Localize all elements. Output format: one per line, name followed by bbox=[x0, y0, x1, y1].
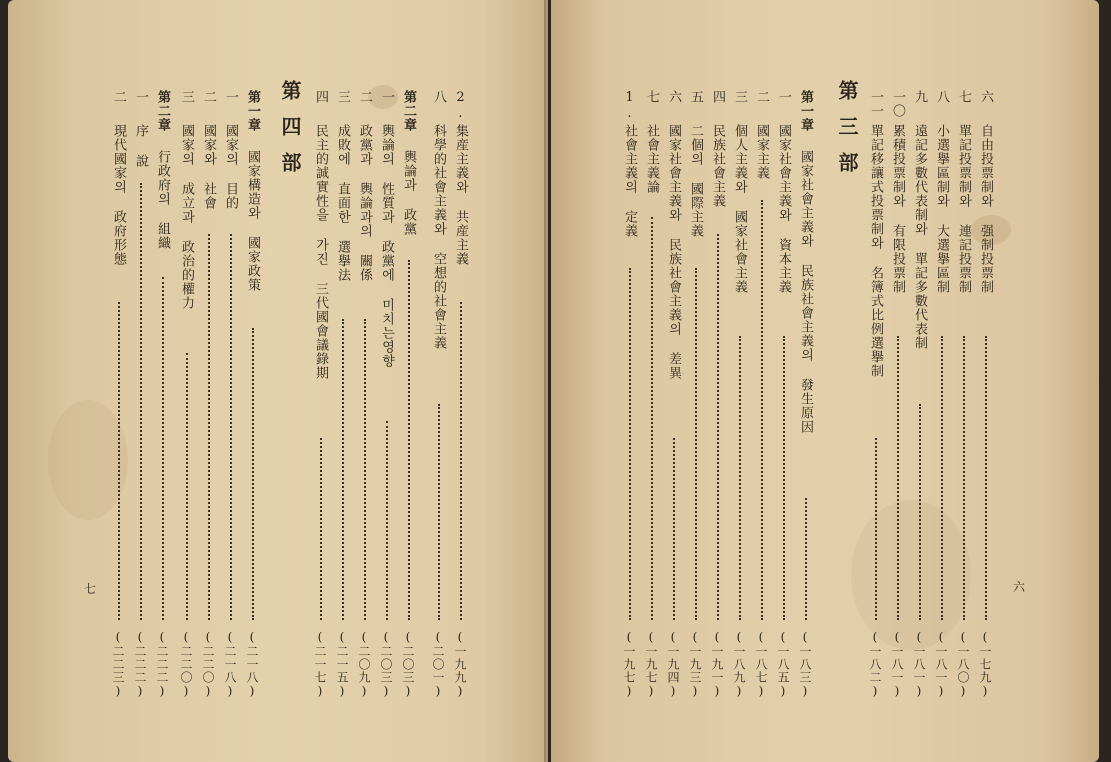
dot-leader bbox=[140, 183, 144, 620]
part-heading: 第四部 bbox=[278, 80, 302, 188]
toc-entry-page: (一八三) bbox=[798, 630, 812, 699]
toc-entry bbox=[889, 90, 911, 699]
dot-leader bbox=[695, 268, 699, 620]
dot-leader bbox=[320, 438, 324, 620]
toc-entry-number: 二 bbox=[111, 90, 126, 104]
toc-entry-page: (一九七) bbox=[622, 630, 636, 699]
toc-entry-title: 政黨과 輿論과의 關係 bbox=[357, 124, 372, 282]
toc-entry-number: 六 bbox=[666, 90, 681, 104]
toc-entry bbox=[709, 90, 731, 699]
toc-entry-title: 國家社會主義와 民族社會主義의 差異 bbox=[666, 124, 681, 380]
toc-entry-title: 現代國家의 政府形態 bbox=[111, 124, 126, 266]
toc-entry bbox=[955, 90, 977, 699]
dot-leader bbox=[408, 260, 412, 620]
toc-entry-title: 社會主義의 定義 bbox=[622, 124, 637, 238]
dot-leader bbox=[118, 302, 122, 620]
toc-entry bbox=[977, 90, 999, 699]
toc-entry-page: (一九七) bbox=[644, 630, 658, 699]
toc-entry-title: 單記投票制와 連記投票制 bbox=[956, 124, 971, 294]
toc-entry bbox=[110, 90, 132, 699]
toc-entry-number: 一一 bbox=[868, 90, 883, 118]
toc-entry bbox=[430, 90, 452, 699]
toc-entry-number: 六 bbox=[978, 90, 993, 104]
toc-entry-page: (二一八) bbox=[223, 630, 237, 699]
toc-entry-title: 國家社會主義와 資本主義 bbox=[776, 124, 791, 294]
toc-entry-page: (一九九) bbox=[453, 630, 467, 699]
toc-entry bbox=[911, 90, 933, 699]
page-folio: 六 bbox=[1013, 580, 1026, 594]
toc-entry-number: 五 bbox=[688, 90, 703, 104]
toc-entry-page: (一七九) bbox=[978, 630, 992, 699]
toc-entry-number: 二 bbox=[754, 90, 769, 104]
dot-leader bbox=[230, 234, 234, 620]
toc-entry-title: 累積投票制와 有限投票制 bbox=[890, 124, 905, 294]
toc-entry-number: 一〇 bbox=[890, 90, 905, 118]
toc-entry bbox=[933, 90, 955, 699]
toc-entry bbox=[797, 90, 819, 699]
toc-entry bbox=[334, 90, 356, 699]
toc-entry-number: 三 bbox=[179, 90, 194, 104]
toc-entry-page: (二〇一) bbox=[431, 630, 445, 699]
toc-entry-title: 集産主義와 共産主義 bbox=[453, 124, 468, 266]
toc-entry-number: 第二章 bbox=[401, 90, 416, 132]
dot-leader bbox=[162, 277, 166, 620]
dot-leader bbox=[985, 336, 989, 620]
toc-entry-number: 一 bbox=[223, 90, 238, 104]
toc-entry-title: 單記移讓式投票制와 名簿式比例選擧制 bbox=[868, 124, 883, 378]
toc-entry-number: 1. bbox=[622, 90, 637, 122]
toc-entry-title: 個人主義와 國家社會主義 bbox=[732, 124, 747, 294]
right-page bbox=[551, 0, 1099, 762]
toc-entry-title: 社會主義論 bbox=[644, 124, 659, 194]
toc-entry bbox=[378, 90, 400, 699]
dot-leader bbox=[342, 319, 346, 620]
toc-entry bbox=[178, 90, 200, 699]
toc-entry-number: 三 bbox=[335, 90, 350, 104]
toc-entry-number: 第二章 bbox=[155, 90, 170, 132]
toc-entry bbox=[665, 90, 687, 699]
toc-entry-title: 國家와 社會 bbox=[201, 124, 216, 210]
toc-entry bbox=[244, 90, 266, 699]
toc-entry-page: (一八一) bbox=[912, 630, 926, 699]
toc-entry bbox=[400, 90, 422, 699]
toc-entry-page: (二〇三) bbox=[379, 630, 393, 699]
toc-entry-title: 序 說 bbox=[133, 124, 148, 168]
toc-entry-number: 四 bbox=[313, 90, 328, 104]
toc-entry-number: 四 bbox=[710, 90, 725, 104]
toc-entry-number: 三 bbox=[732, 90, 747, 104]
toc-entry-page: (一八五) bbox=[776, 630, 790, 699]
toc-entry-page: (一九一) bbox=[710, 630, 724, 699]
dot-leader bbox=[739, 336, 743, 620]
toc-entry-number: 七 bbox=[644, 90, 659, 104]
toc-entry-number: 八 bbox=[431, 90, 446, 104]
toc-entry-page: (二二二) bbox=[133, 630, 147, 699]
toc-entry-page: (一九四) bbox=[666, 630, 680, 699]
dot-leader bbox=[386, 421, 390, 620]
toc-entry-page: (二〇九) bbox=[357, 630, 371, 699]
toc-entry-page: (二二〇) bbox=[201, 630, 215, 699]
toc-entry-title: 國家의 成立과 政治的權力 bbox=[179, 124, 194, 310]
toc-entry bbox=[753, 90, 775, 699]
left-page bbox=[8, 0, 548, 762]
toc-entry-title: 國家主義 bbox=[754, 124, 769, 180]
toc-entry bbox=[356, 90, 378, 699]
toc-entry-title: 科學的社會主義와 空想的社會主義 bbox=[431, 124, 446, 350]
dot-leader bbox=[364, 319, 368, 620]
dot-leader bbox=[438, 404, 442, 620]
toc-entry-title: 民主的誠實性을 가진 三代國會議錄期 bbox=[313, 124, 328, 380]
toc-entry-number: 二 bbox=[357, 90, 372, 104]
dot-leader bbox=[651, 217, 655, 620]
toc-entry-title: 成敗에 直面한 選擧法 bbox=[335, 124, 350, 282]
toc-entry-page: (二二〇) bbox=[179, 630, 193, 699]
dot-leader bbox=[460, 302, 464, 620]
toc-entry-page: (一八二) bbox=[868, 630, 882, 699]
toc-entry-page: (二二三) bbox=[111, 630, 125, 699]
toc-entry bbox=[452, 90, 474, 699]
toc-entry-page: (一九三) bbox=[688, 630, 702, 699]
toc-entry-page: (一八一) bbox=[934, 630, 948, 699]
toc-entry bbox=[731, 90, 753, 699]
toc-entry-page: (一八一) bbox=[890, 630, 904, 699]
toc-entry-title: 二個의 國際主義 bbox=[688, 124, 703, 238]
toc-entry bbox=[200, 90, 222, 699]
dot-leader bbox=[783, 336, 787, 620]
toc-entry-number: 七 bbox=[956, 90, 971, 104]
toc-entry-title: 國家構造와 國家政策 bbox=[245, 150, 260, 292]
dot-leader bbox=[963, 336, 967, 620]
dot-leader bbox=[208, 234, 212, 620]
toc-entry bbox=[643, 90, 665, 699]
dot-leader bbox=[717, 234, 721, 620]
dot-leader bbox=[941, 336, 945, 620]
toc-entry-title: 自由投票制와 强制投票制 bbox=[978, 124, 993, 294]
toc-entry bbox=[312, 90, 334, 699]
toc-entry-title: 遠記多數代表制와 單記多數代表制 bbox=[912, 124, 927, 350]
toc-entry-number: 九 bbox=[912, 90, 927, 104]
toc-entry-title: 民族社會主義 bbox=[710, 124, 725, 208]
toc-entry-title: 行政府의 組織 bbox=[155, 150, 170, 250]
toc-entry-page: (二一五) bbox=[335, 630, 349, 699]
toc-entry bbox=[867, 90, 889, 699]
dot-leader bbox=[897, 336, 901, 620]
toc-entry-number: 一 bbox=[379, 90, 394, 104]
toc-entry bbox=[687, 90, 709, 699]
toc-entry-page: (一八〇) bbox=[956, 630, 970, 699]
dot-leader bbox=[629, 268, 633, 620]
dot-leader bbox=[673, 438, 677, 620]
part-heading: 第三部 bbox=[835, 80, 859, 188]
dot-leader bbox=[186, 353, 190, 620]
toc-entry-title: 國家社會主義와 民族社會主義의 發生原因 bbox=[798, 150, 813, 434]
toc-entry-number: 第一章 bbox=[798, 90, 813, 132]
toc-entry-page: (一八七) bbox=[754, 630, 768, 699]
toc-entry-page: (二一七) bbox=[313, 630, 327, 699]
toc-entry-number: 第一章 bbox=[245, 90, 260, 132]
dot-leader bbox=[761, 200, 765, 620]
toc-entry-page: (二一八) bbox=[245, 630, 259, 699]
dot-leader bbox=[252, 328, 256, 620]
toc-entry bbox=[154, 90, 176, 699]
dot-leader bbox=[805, 498, 809, 620]
toc-entry bbox=[775, 90, 797, 699]
toc-entry-number: 八 bbox=[934, 90, 949, 104]
page-folio: 七 bbox=[84, 582, 97, 596]
toc-entry-number: 二 bbox=[201, 90, 216, 104]
dot-leader bbox=[875, 438, 879, 620]
toc-entry-title: 小選擧區制와 大選擧區制 bbox=[934, 124, 949, 294]
toc-entry-page: (二〇三) bbox=[401, 630, 415, 699]
toc-entry-number: 一 bbox=[776, 90, 791, 104]
toc-entry-title: 輿論의 性質과 政黨에 미치는영향 bbox=[379, 124, 394, 368]
toc-entry bbox=[132, 90, 154, 699]
toc-entry bbox=[222, 90, 244, 699]
toc-entry bbox=[621, 90, 643, 699]
dot-leader bbox=[919, 404, 923, 620]
toc-entry-page: (一八九) bbox=[732, 630, 746, 699]
toc-entry-title: 輿論과 政黨 bbox=[401, 150, 416, 236]
toc-entry-page: (二二二) bbox=[155, 630, 169, 699]
toc-entry-number: 一 bbox=[133, 90, 148, 104]
toc-entry-number: 2. bbox=[453, 90, 468, 122]
toc-entry-title: 國家의 目的 bbox=[223, 124, 238, 210]
